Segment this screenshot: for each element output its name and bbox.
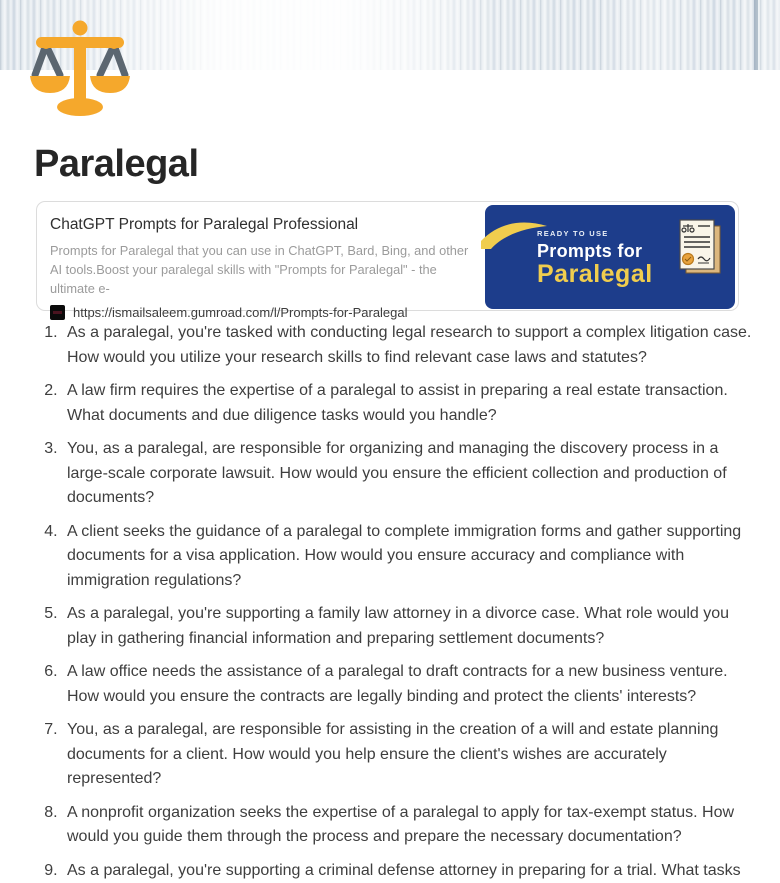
link-url[interactable]: https://ismailsaleem.gumroad.com/l/Prompts-for-Paralegal: [73, 305, 408, 320]
thumbnail-title-line1: Prompts for: [537, 241, 653, 261]
link-title: ChatGPT Prompts for Paralegal Professional: [50, 215, 473, 235]
link-preview-text: [37, 202, 485, 310]
gumroad-favicon-icon: [50, 305, 65, 320]
thumbnail-text: [537, 229, 653, 287]
link-thumbnail[interactable]: [485, 205, 735, 309]
prompt-section: [36, 321, 756, 883]
certificate-document-icon: [677, 218, 725, 278]
prompt-item: 3. You, as a paralegal, are responsible for organizing and managing the discovery process in a large-scale corporate lawsuit. How would you ensure the efficient collection and production of documents?: [62, 437, 756, 511]
prompt-item: 2. A law firm requires the expertise of a paralegal to assist in preparing a real estate transaction. What documents and due diligence tasks would you handle?: [62, 379, 756, 428]
prompt-item: 7. You, as a paralegal, are responsible for assisting in the creation of a will and estate planning documents for a client. How would you help ensure the client's wishes are accurately represented?: [62, 718, 756, 792]
link-description: Prompts for Paralegal that you can use in ChatGPT, Bard, Bing, and other AI tools.Boost your paralegal skills with "Prompts for Paralegal" - the ultimate e-: [50, 241, 473, 298]
prompt-list: [36, 321, 756, 883]
header-banner: [0, 0, 780, 70]
scales-of-justice-icon: [30, 20, 130, 116]
link-url-row: [50, 305, 473, 320]
prompt-item: 8. A nonprofit organization seeks the expertise of a paralegal to apply for tax-exempt status. How would you guide them through the process and prepare the necessary documentation?: [62, 801, 756, 850]
prompt-item: 6. A law office needs the assistance of a paralegal to draft contracts for a new business venture. How would you ensure the contracts are legally binding and protect the clients' interests?: [62, 660, 756, 709]
page-title: Paralegal: [34, 142, 780, 186]
link-preview-card[interactable]: [36, 201, 739, 311]
prompt-item: 9. As a paralegal, you're supporting a criminal defense attorney in preparing for a trial. What tasks: [62, 859, 756, 883]
prompt-item: 1. As a paralegal, you're tasked with conducting legal research to support a complex litigation case. How would you utilize your research skills to find relevant case laws and statutes?: [62, 321, 756, 370]
thumbnail-kicker: READY TO USE: [537, 229, 653, 238]
prompt-item: 5. As a paralegal, you're supporting a family law attorney in a divorce case. What role would you play in gathering financial information and preparing settlement documents?: [62, 602, 756, 651]
thumbnail-title-line2: Paralegal: [537, 261, 653, 287]
prompt-item: 4. A client seeks the guidance of a paralegal to complete immigration forms and gather supporting documents for a visa application. How would you ensure accuracy and compliance with immigration regulations?: [62, 520, 756, 594]
